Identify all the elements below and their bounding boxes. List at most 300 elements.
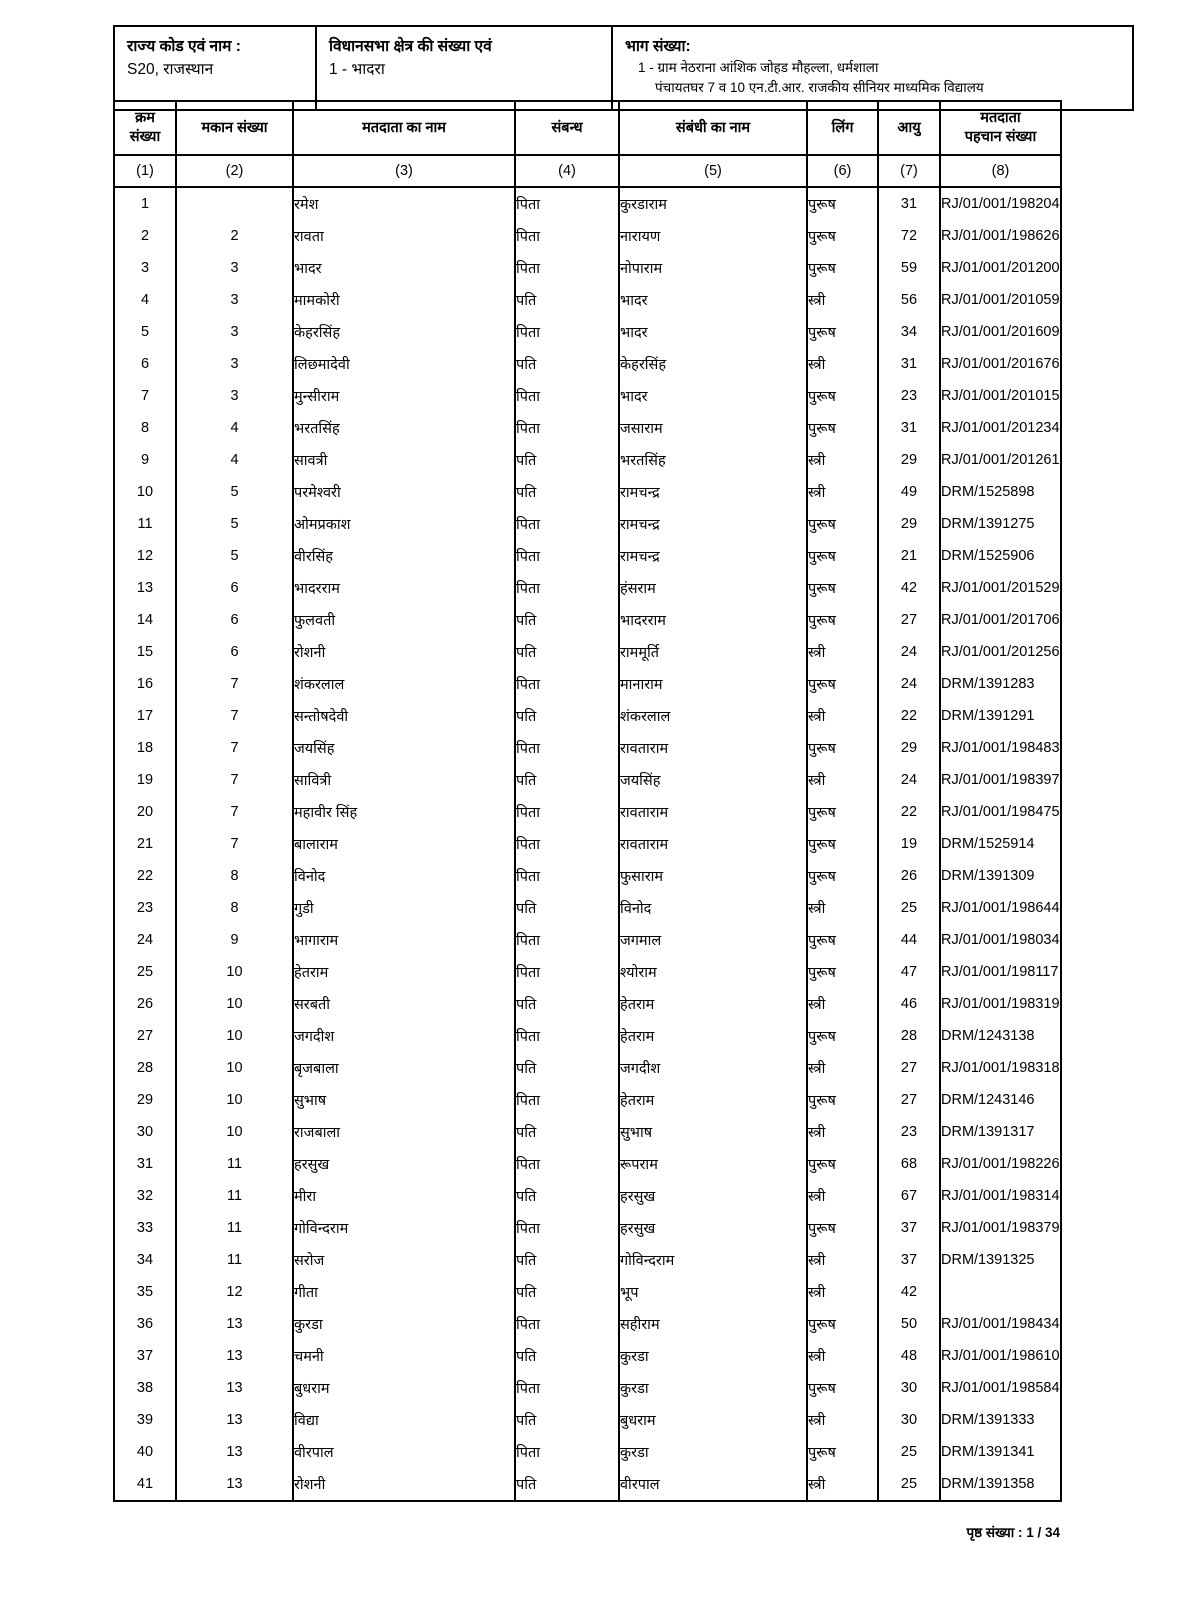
cell-relation: पिता [515, 380, 619, 412]
cell-epic-number: RJ/01/001/198318 [940, 1052, 1061, 1084]
cell-age: 27 [878, 1084, 940, 1116]
cell-age: 50 [878, 1308, 940, 1340]
cell-serial: 21 [114, 828, 176, 860]
cell-voter-name: सरबती [293, 988, 515, 1020]
cell-age: 46 [878, 988, 940, 1020]
cell-relative-name: फुसाराम [619, 860, 807, 892]
cell-relative-name: जसाराम [619, 412, 807, 444]
cell-relative-name: सुभाष [619, 1116, 807, 1148]
column-label-row [114, 101, 1061, 155]
cell-voter-name: भागाराम [293, 924, 515, 956]
cell-relation: पिता [515, 668, 619, 700]
cell-voter-name: चमनी [293, 1340, 515, 1372]
cell-voter-name: फुलवती [293, 604, 515, 636]
cell-relative-name: बुधराम [619, 1404, 807, 1436]
cell-voter-name: रमेश [293, 187, 515, 220]
cell-age: 29 [878, 508, 940, 540]
table-header [114, 101, 1061, 187]
cell-serial: 32 [114, 1180, 176, 1212]
column-number-1: (1) [114, 155, 176, 187]
cell-age: 21 [878, 540, 940, 572]
cell-epic-number: RJ/01/001/198319 [940, 988, 1061, 1020]
cell-sex: पुरूष [807, 540, 878, 572]
table-row [114, 348, 1061, 380]
cell-serial: 33 [114, 1212, 176, 1244]
cell-serial: 17 [114, 700, 176, 732]
cell-relative-name: भरतसिंह [619, 444, 807, 476]
cell-relation: पति [515, 1116, 619, 1148]
cell-serial: 20 [114, 796, 176, 828]
cell-house-number: 4 [176, 412, 293, 444]
cell-relative-name: शंकरलाल [619, 700, 807, 732]
cell-age: 25 [878, 1468, 940, 1501]
cell-sex: पुरूष [807, 828, 878, 860]
cell-house-number: 2 [176, 220, 293, 252]
cell-epic-number: RJ/01/001/198204 [940, 187, 1061, 220]
cell-epic-number: RJ/01/001/198397 [940, 764, 1061, 796]
cell-sex: पुरूष [807, 604, 878, 636]
cell-house-number: 13 [176, 1308, 293, 1340]
cell-house-number: 3 [176, 380, 293, 412]
cell-serial: 18 [114, 732, 176, 764]
cell-voter-name: जगदीश [293, 1020, 515, 1052]
cell-serial: 11 [114, 508, 176, 540]
table-row [114, 1212, 1061, 1244]
cell-house-number: 7 [176, 764, 293, 796]
cell-age: 23 [878, 380, 940, 412]
cell-relation: पति [515, 348, 619, 380]
table-row [114, 860, 1061, 892]
cell-relative-name: रामचन्द्र [619, 476, 807, 508]
cell-serial: 27 [114, 1020, 176, 1052]
table-row [114, 924, 1061, 956]
cell-sex: स्त्री [807, 476, 878, 508]
table-row [114, 1404, 1061, 1436]
table-row [114, 380, 1061, 412]
cell-relative-name: रावताराम [619, 732, 807, 764]
cell-serial: 19 [114, 764, 176, 796]
column-header-sex: लिंग [807, 101, 878, 155]
cell-relation: पिता [515, 796, 619, 828]
table-row [114, 1276, 1061, 1308]
cell-sex: पुरूष [807, 1436, 878, 1468]
table-row [114, 796, 1061, 828]
cell-relative-name: भूप [619, 1276, 807, 1308]
cell-epic-number: RJ/01/001/201706 [940, 604, 1061, 636]
cell-epic-number: DRM/1391275 [940, 508, 1061, 540]
cell-relation: पिता [515, 860, 619, 892]
cell-epic-number: RJ/01/001/198644 [940, 892, 1061, 924]
cell-relation: पति [515, 1276, 619, 1308]
cell-epic-number: RJ/01/001/198226 [940, 1148, 1061, 1180]
state-value: S20, राजस्थान [127, 61, 214, 78]
cell-sex: पुरूष [807, 796, 878, 828]
cell-serial: 40 [114, 1436, 176, 1468]
cell-serial: 34 [114, 1244, 176, 1276]
cell-relation: पति [515, 1180, 619, 1212]
cell-voter-name: ओमप्रकाश [293, 508, 515, 540]
cell-relation: पिता [515, 1084, 619, 1116]
cell-house-number: 10 [176, 1052, 293, 1084]
cell-relative-name: हरसुख [619, 1212, 807, 1244]
cell-house-number: 10 [176, 1116, 293, 1148]
cell-serial: 30 [114, 1116, 176, 1148]
cell-relative-name: भादरराम [619, 604, 807, 636]
cell-voter-name: विद्या [293, 1404, 515, 1436]
cell-voter-name: गोविन्दराम [293, 1212, 515, 1244]
cell-serial: 3 [114, 252, 176, 284]
table-row [114, 572, 1061, 604]
cell-epic-number: RJ/01/001/198034 [940, 924, 1061, 956]
cell-house-number: 6 [176, 636, 293, 668]
cell-sex: पुरूष [807, 924, 878, 956]
table-row [114, 1308, 1061, 1340]
cell-voter-name: भादरराम [293, 572, 515, 604]
cell-voter-name: भादर [293, 252, 515, 284]
cell-age: 31 [878, 348, 940, 380]
cell-epic-number: RJ/01/001/201059 [940, 284, 1061, 316]
cell-relative-name: कुरडाराम [619, 187, 807, 220]
cell-house-number: 12 [176, 1276, 293, 1308]
cell-relation: पिता [515, 1212, 619, 1244]
cell-house-number: 13 [176, 1340, 293, 1372]
page-number-footer: पृष्ठ संख्या : 1 / 34 [966, 1525, 1060, 1540]
cell-sex: स्त्री [807, 892, 878, 924]
cell-house-number: 10 [176, 988, 293, 1020]
column-number-3: (3) [293, 155, 515, 187]
cell-serial: 10 [114, 476, 176, 508]
cell-sex: स्त्री [807, 1116, 878, 1148]
cell-relation: पति [515, 636, 619, 668]
cell-house-number: 8 [176, 892, 293, 924]
cell-voter-name: शंकरलाल [293, 668, 515, 700]
part-cell [612, 26, 1133, 110]
table-row [114, 828, 1061, 860]
cell-age: 28 [878, 1020, 940, 1052]
cell-serial: 31 [114, 1148, 176, 1180]
cell-voter-name: बालाराम [293, 828, 515, 860]
cell-relation: पिता [515, 1372, 619, 1404]
cell-relation: पति [515, 892, 619, 924]
cell-serial: 26 [114, 988, 176, 1020]
cell-relation: पिता [515, 508, 619, 540]
constituency-value: 1 - भादरा [329, 61, 385, 78]
cell-relation: पति [515, 604, 619, 636]
table-row [114, 1052, 1061, 1084]
cell-relative-name: जगमाल [619, 924, 807, 956]
cell-voter-name: केहरसिंह [293, 316, 515, 348]
table-row [114, 732, 1061, 764]
roll-header [113, 25, 1134, 111]
cell-serial: 38 [114, 1372, 176, 1404]
cell-relation: पिता [515, 572, 619, 604]
table-row [114, 1244, 1061, 1276]
cell-relation: पति [515, 444, 619, 476]
cell-relative-name: नारायण [619, 220, 807, 252]
cell-age: 27 [878, 604, 940, 636]
cell-age: 37 [878, 1212, 940, 1244]
cell-epic-number: DRM/1243146 [940, 1084, 1061, 1116]
cell-house-number: 7 [176, 668, 293, 700]
cell-serial: 35 [114, 1276, 176, 1308]
cell-age: 59 [878, 252, 940, 284]
cell-epic-number: DRM/1391309 [940, 860, 1061, 892]
cell-epic-number: DRM/1391333 [940, 1404, 1061, 1436]
table-row [114, 988, 1061, 1020]
cell-voter-name: विनोद [293, 860, 515, 892]
table-row [114, 1084, 1061, 1116]
cell-sex: पुरूष [807, 1212, 878, 1244]
cell-age: 72 [878, 220, 940, 252]
table-row [114, 636, 1061, 668]
cell-voter-name: राजबाला [293, 1116, 515, 1148]
cell-voter-name: रोशनी [293, 1468, 515, 1501]
cell-serial: 16 [114, 668, 176, 700]
cell-relative-name: भादर [619, 316, 807, 348]
cell-house-number [176, 187, 293, 220]
table-row [114, 1180, 1061, 1212]
column-header-relative-name: संबंधी का नाम [619, 101, 807, 155]
cell-serial: 24 [114, 924, 176, 956]
cell-serial: 22 [114, 860, 176, 892]
cell-relation: पिता [515, 412, 619, 444]
cell-sex: पुरूष [807, 1372, 878, 1404]
table-row [114, 956, 1061, 988]
part-label: भाग संख्या: [625, 38, 691, 55]
cell-house-number: 7 [176, 700, 293, 732]
cell-serial: 12 [114, 540, 176, 572]
cell-sex: स्त्री [807, 1180, 878, 1212]
cell-age: 31 [878, 187, 940, 220]
cell-relation: पति [515, 284, 619, 316]
cell-epic-number: RJ/01/001/201234 [940, 412, 1061, 444]
cell-serial: 14 [114, 604, 176, 636]
cell-relation: पिता [515, 732, 619, 764]
cell-relative-name: भादर [619, 380, 807, 412]
cell-house-number: 3 [176, 316, 293, 348]
cell-age: 29 [878, 732, 940, 764]
cell-sex: स्त्री [807, 988, 878, 1020]
table-body [114, 187, 1061, 1501]
table-row [114, 444, 1061, 476]
cell-sex: पुरूष [807, 732, 878, 764]
cell-sex: स्त्री [807, 1276, 878, 1308]
table-row [114, 700, 1061, 732]
cell-serial: 7 [114, 380, 176, 412]
column-number-6: (6) [807, 155, 878, 187]
table-row [114, 1116, 1061, 1148]
cell-house-number: 13 [176, 1372, 293, 1404]
cell-age: 30 [878, 1404, 940, 1436]
cell-epic-number: RJ/01/001/198379 [940, 1212, 1061, 1244]
cell-voter-name: सावत्री [293, 444, 515, 476]
cell-relation: पति [515, 764, 619, 796]
cell-age: 67 [878, 1180, 940, 1212]
cell-sex: पुरूष [807, 508, 878, 540]
cell-epic-number: RJ/01/001/198314 [940, 1180, 1061, 1212]
cell-voter-name: सावित्री [293, 764, 515, 796]
cell-sex: स्त्री [807, 636, 878, 668]
cell-epic-number: RJ/01/001/198610 [940, 1340, 1061, 1372]
cell-house-number: 10 [176, 956, 293, 988]
cell-relative-name: भादर [619, 284, 807, 316]
column-number-4: (4) [515, 155, 619, 187]
cell-serial: 41 [114, 1468, 176, 1501]
state-cell [114, 26, 316, 110]
cell-relation: पति [515, 1468, 619, 1501]
cell-voter-name: मीरा [293, 1180, 515, 1212]
state-label: राज्य कोड एवं नाम : [127, 38, 241, 55]
cell-serial: 23 [114, 892, 176, 924]
cell-age: 22 [878, 796, 940, 828]
cell-epic-number: RJ/01/001/198117 [940, 956, 1061, 988]
cell-sex: पुरूष [807, 956, 878, 988]
cell-sex: स्त्री [807, 700, 878, 732]
column-header-age: आयु [878, 101, 940, 155]
cell-age: 37 [878, 1244, 940, 1276]
cell-voter-name: जयसिंह [293, 732, 515, 764]
cell-serial: 39 [114, 1404, 176, 1436]
column-number-7: (7) [878, 155, 940, 187]
cell-house-number: 5 [176, 476, 293, 508]
cell-sex: पुरूष [807, 380, 878, 412]
cell-house-number: 11 [176, 1244, 293, 1276]
cell-house-number: 7 [176, 828, 293, 860]
cell-voter-name: बुधराम [293, 1372, 515, 1404]
cell-house-number: 10 [176, 1020, 293, 1052]
cell-relative-name: केहरसिंह [619, 348, 807, 380]
table-row [114, 604, 1061, 636]
column-header-house: मकान संख्या [176, 101, 293, 155]
cell-relative-name: हेतराम [619, 1084, 807, 1116]
cell-relative-name: कुरडा [619, 1436, 807, 1468]
cell-voter-name: सरोज [293, 1244, 515, 1276]
cell-epic-number: RJ/01/001/198475 [940, 796, 1061, 828]
cell-house-number: 13 [176, 1404, 293, 1436]
cell-relative-name: श्योराम [619, 956, 807, 988]
part-address-line2: पंचायतघर 7 व 10 एन.टी.आर. राजकीय सीनियर माध्यमिक विद्यालय [655, 80, 984, 96]
column-header-relation: संबन्ध [515, 101, 619, 155]
cell-house-number: 7 [176, 732, 293, 764]
cell-house-number: 11 [176, 1180, 293, 1212]
cell-relation: पिता [515, 1436, 619, 1468]
table-row [114, 892, 1061, 924]
table-row [114, 668, 1061, 700]
cell-relative-name: सहीराम [619, 1308, 807, 1340]
cell-serial: 25 [114, 956, 176, 988]
table-row [114, 316, 1061, 348]
table-row [114, 252, 1061, 284]
cell-relative-name: रामचन्द्र [619, 540, 807, 572]
cell-voter-name: मामकोरी [293, 284, 515, 316]
cell-age: 25 [878, 1436, 940, 1468]
cell-voter-name: हेतराम [293, 956, 515, 988]
cell-age: 44 [878, 924, 940, 956]
cell-age: 29 [878, 444, 940, 476]
cell-age: 49 [878, 476, 940, 508]
cell-epic-number: DRM/1391341 [940, 1436, 1061, 1468]
header-row [114, 26, 1133, 110]
cell-house-number: 6 [176, 604, 293, 636]
cell-age: 48 [878, 1340, 940, 1372]
cell-voter-name: कुरडा [293, 1308, 515, 1340]
cell-epic-number: RJ/01/001/201609 [940, 316, 1061, 348]
cell-relation: पिता [515, 220, 619, 252]
cell-sex: पुरूष [807, 220, 878, 252]
table-row [114, 1372, 1061, 1404]
cell-sex: पुरूष [807, 252, 878, 284]
cell-age: 56 [878, 284, 940, 316]
cell-sex: पुरूष [807, 572, 878, 604]
table-row [114, 1020, 1061, 1052]
cell-sex: स्त्री [807, 444, 878, 476]
cell-age: 47 [878, 956, 940, 988]
cell-age: 22 [878, 700, 940, 732]
cell-epic-number: DRM/1391317 [940, 1116, 1061, 1148]
table-row [114, 412, 1061, 444]
cell-house-number: 10 [176, 1084, 293, 1116]
cell-relative-name: कुरडा [619, 1372, 807, 1404]
cell-age: 25 [878, 892, 940, 924]
cell-relation: पति [515, 1340, 619, 1372]
cell-relative-name: हंसराम [619, 572, 807, 604]
cell-epic-number: DRM/1525914 [940, 828, 1061, 860]
cell-epic-number: RJ/01/001/201200 [940, 252, 1061, 284]
cell-relative-name: राममूर्ति [619, 636, 807, 668]
cell-house-number: 6 [176, 572, 293, 604]
cell-age: 27 [878, 1052, 940, 1084]
cell-relation: पिता [515, 1020, 619, 1052]
cell-house-number: 5 [176, 540, 293, 572]
cell-relative-name: गोविन्दराम [619, 1244, 807, 1276]
cell-voter-name: वीरसिंह [293, 540, 515, 572]
cell-epic-number: DRM/1391358 [940, 1468, 1061, 1501]
cell-serial: 5 [114, 316, 176, 348]
cell-serial: 28 [114, 1052, 176, 1084]
cell-epic-number: DRM/1525898 [940, 476, 1061, 508]
cell-age: 23 [878, 1116, 940, 1148]
cell-voter-name: रोशनी [293, 636, 515, 668]
column-number-5: (5) [619, 155, 807, 187]
cell-relation: पिता [515, 187, 619, 220]
cell-relation: पति [515, 1052, 619, 1084]
constituency-cell [316, 26, 612, 110]
cell-age: 42 [878, 1276, 940, 1308]
cell-epic-number: RJ/01/001/201015 [940, 380, 1061, 412]
cell-age: 68 [878, 1148, 940, 1180]
cell-epic-number: DRM/1391283 [940, 668, 1061, 700]
cell-relative-name: मानाराम [619, 668, 807, 700]
cell-relative-name: वीरपाल [619, 1468, 807, 1501]
cell-serial: 15 [114, 636, 176, 668]
cell-relation: पिता [515, 956, 619, 988]
cell-sex: स्त्री [807, 1404, 878, 1436]
column-header-voter-name: मतदाता का नाम [293, 101, 515, 155]
table-row [114, 1340, 1061, 1372]
cell-serial: 4 [114, 284, 176, 316]
table-row [114, 508, 1061, 540]
cell-sex: पुरूष [807, 860, 878, 892]
cell-relation: पिता [515, 1148, 619, 1180]
cell-serial: 6 [114, 348, 176, 380]
cell-epic-number: RJ/01/001/198434 [940, 1308, 1061, 1340]
cell-house-number: 11 [176, 1212, 293, 1244]
table-row [114, 1148, 1061, 1180]
cell-voter-name: वीरपाल [293, 1436, 515, 1468]
cell-epic-number: RJ/01/001/201676 [940, 348, 1061, 380]
table-row [114, 1468, 1061, 1501]
cell-relation: पिता [515, 316, 619, 348]
